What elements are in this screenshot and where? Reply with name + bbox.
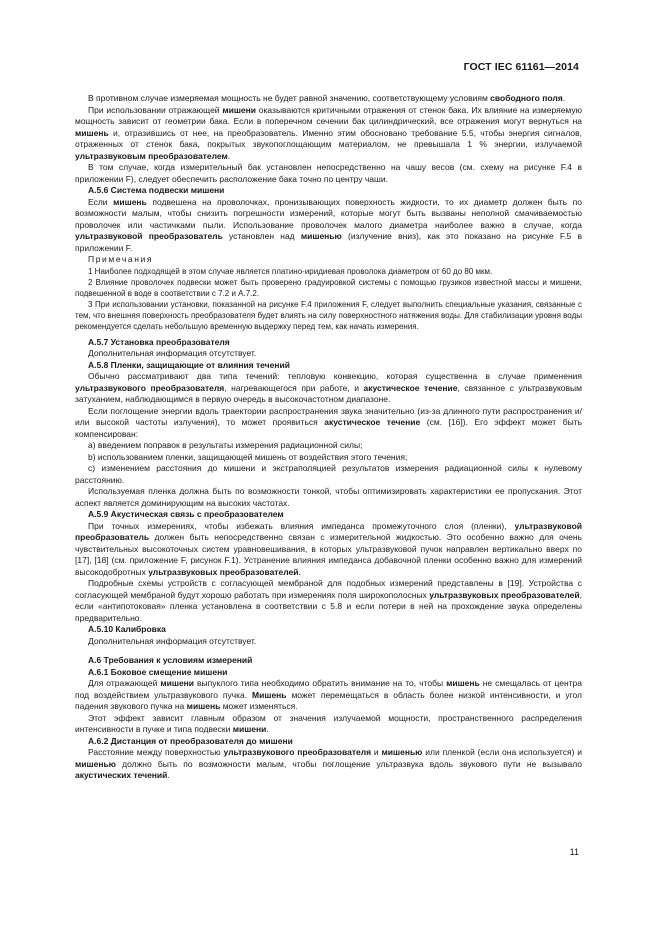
paragraph: Используемая пленка должна быть по возможности тонкой, чтобы оптимизировать характеристики ее пропускания. Этот аспект является доминирующим на высоких частотах.	[75, 486, 582, 508]
section-heading: А.5.10 Калибровка	[88, 624, 166, 634]
paragraph: Для отражающей мишени выпуклого типа необходимо обратить внимание на то, чтобы мишень не смещалась от центра под воздействием ультразвукового пучка. Мишень может перемещаться в область более низкой интенсивности, и угол падения звукового пучка на мишень может изменяться.	[75, 678, 582, 711]
paragraph: Дополнительная информация отсутствует.	[88, 348, 257, 358]
paragraph: Подробные схемы устройств с согласующей мембраной для подобных измерений представлены в [19]. Устройства с согласующей мембраной будут хорошо работать при измерениях поля широкополосных ультразвуковых преобразователей, если «антипотоковая» пленка установлена в соответствии с 5.8 и если потери в ней на прохождение звука определены предварительно.	[75, 578, 582, 623]
page-number: 11	[569, 847, 579, 857]
paragraph: При использовании отражающей мишени оказываются критичными отражения от стенок бака. Их влияние на измеряемую мощность зависит от геометрии бака. Если в поперечном сечении бак цилиндрический, все отражения могут вернуться на мишень и, отразившись от нее, на преобразователь. Именно этим обосновано требование 5.5, чтобы энергия сигналов, отраженных от стенок бака, покрытых звукопоглощающим материалом, не превышала 1 % энергии, излучаемой ультразвуковым преобразователем.	[75, 104, 582, 161]
note-item: 3 При использовании установки, показанной на рисунке F.4 приложения F, следует выполнить специальные указания, связанные с тем, что внешняя поверхность преобразователя будет влиять на силу поверхностного натяжения воды. Для стабилизации уровня воды рекомендуется сделать небольшую временную выдержку перед тем, как начать измерения.	[75, 299, 582, 331]
standard-header: ГОСТ IEC 61161—2014	[463, 61, 579, 73]
section-heading: А.6.2 Дистанция от преобразователя до мишени	[88, 735, 293, 746]
section-heading: А.6.1 Боковое смещение мишени	[88, 666, 228, 677]
paragraph: В противном случае измеряемая мощность не будет равной значению, соответствующему условиям свободного поля.	[88, 93, 566, 103]
paragraph: Этот эффект зависит главным образом от значения излучаемой мощности, пространственного распределения интенсивности в пучке и типа подвески мишени.	[75, 712, 582, 734]
paragraph: Если мишень подвешена на проволочках, пронизывающих поверхность жидкости, то их диаметр должен быть по возможности малым, чтобы снизить погрешности измерений, которые могут быть вызваны неполной смачиваемостью проволочек или частичками пыли. Использование проволочек малого диаметра наиболее важно в случае, когда ультразвуковой преобразователь установлен над мишенью (излучение вниз), как это показано на рисунке F.5 в приложении F.	[75, 196, 582, 253]
section-heading: А.5.7 Установка преобразователя	[88, 336, 230, 347]
list-item: a) введением поправок в результаты измерения радиационной силы;	[88, 440, 363, 450]
section-heading: А.5.6 Система подвески мишени	[88, 185, 225, 195]
paragraph: При точных измерениях, чтобы избежать влияния импеданса промежуточного слоя (пленки), ультразвуковой преобразователь должен быть непосредственно связан с измерительной жидкостью. Это особенно важно для очень чувствительных высокоточных систем уравновешивания, в которых ультразвуковой пучок направлен вертикально вверх по [17], [18] (см. приложение F, рисунок F.1). Устранение влияния импеданса добавочной пленки особенно важно для измерений высокодобротных ультразвуковых преобразователей.	[75, 520, 582, 577]
paragraph: Если поглощение энергии вдоль траектории распространения звука значительно (из-за длинного пути распространения и/или высокой частоты излучения), то может проявиться акустическое течение (см. [16]). Его эффект может быть компенсирован:	[75, 405, 583, 439]
paragraph: Расстояние между поверхностью ультразвукового преобразователя и мишенью или пленкой (если она используется) и мишенью должно быть по возможности малым, чтобы поглощение ультразвука вдоль звукового пути не вызывало акустических течений.	[75, 747, 582, 780]
paragraph: В том случае, когда измерительный бак установлен непосредственно на чашу весов (см. схему на рисунке F.4 в приложении F), следует обеспечить расположение бака точно по центру чаши.	[75, 162, 582, 184]
section-heading: А.5.9 Акустическая связь с преобразователем	[88, 509, 284, 519]
section-heading: А.5.8 Пленки, защищающие от влияния течений	[88, 359, 290, 370]
note-item: 2 Влияние проволочек подвески может быть проверено градуировкой системы с помощью грузиков известной массы и мишени, подвешенной в воде в соответствии с 7.2 и А.7.2.	[75, 277, 582, 298]
paragraph: Обычно рассматривают два типа течений: тепловую конвекцию, которая существенна в случае применения ультразвукового преобразователя, нагревающегося при работе, и акустическое течение, связанное с ультразвуковым затуханием, наблюдающимся в первую очередь в высокочастотном диапазоне.	[75, 371, 582, 404]
list-item: c) изменением расстояния до мишени и экстраполяцией результатов измерения радиационной силы к нулевому расстоянию.	[75, 463, 582, 485]
section-heading: А.6 Требования к условиям измерений	[88, 655, 253, 665]
paragraph: Дополнительная информация отсутствует.	[88, 635, 257, 646]
notes-title: Примечания	[88, 254, 154, 264]
note-item: 1 Наиболее подходящей в этом случае является платино-иридиевая проволока диаметром от 60 до 80 мкм.	[88, 266, 493, 276]
list-item: b) использованием пленки, защищающей мишень от воздействия этого течения;	[88, 451, 408, 462]
page-body	[75, 93, 582, 782]
